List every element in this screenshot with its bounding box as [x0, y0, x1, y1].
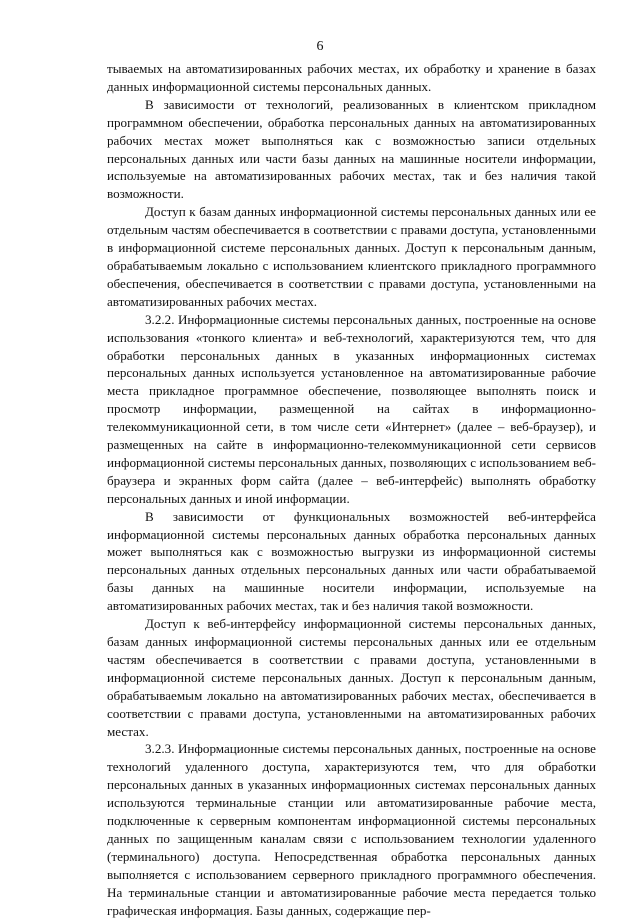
paragraph-section-3-2-3: 3.2.3. Информационные системы персональных данных, построенные на основе технологий удаленного доступа, характеризуются тем, что для обработки персональных данных в указанных информационных системах персональных данных используются терминальные станции или автоматизированные рабочие места, подключенные к серверным компонентам информационной системы персональных данных по защищенным каналам связи с использованием технологии удаленного (терминального) доступа. Непосредственная обработка персональных данных выполняется с использованием серверного прикладного программного обеспечения. На терминальные станции и автоматизированные рабочие места передается только графическая информация. Базы данных, содержащие пер- — [107, 741, 596, 918]
paragraph: Доступ к базам данных информационной системы персональных данных или ее отдельным частям обеспечивается в соответствии с правами доступа, установленными в информационной системе персональных данных. Доступ к персональным данным, обрабатываемым локально с использованием клиентского прикладного программного обеспечения, обеспечивается в соответствии с правами доступа, установленными на автоматизированных рабочих местах. — [107, 204, 596, 309]
paragraph-continuation: тываемых на автоматизированных рабочих местах, их обработку и хранение в базах данных информационной системы персональных данных. — [107, 61, 596, 94]
paragraph: В зависимости от технологий, реализованных в клиентском прикладном программном обеспечении, обработка персональных данных на автоматизированных рабочих местах может выполняться как с возможностью записи отдельных персональных данных или части базы данных на машинные носители информации, используемые на автоматизированных рабочих местах, так и без наличия такой возможности. — [107, 96, 596, 202]
paragraph-section-3-2-2: 3.2.2. Информационные системы персональных данных, построенные на основе использования «тонкого клиента» и веб-технологий, характеризуются тем, что для обработки персональных данных в указанных информационных системах персональных данных используется установленное на автоматизированные рабочие места прикладное программное обеспечение, позволяющее выполнять поиск и просмотр информации, размещенной на сайтах в информационно-телекоммуникационной сети, в том числе сети «Интернет» (далее – веб-браузер), и размещенных на сайте в информационно-телекоммуникационной сети сервисов информационной системы персональных данных, позволяющих с использованием веб-браузера и экранных форм сайта (далее – веб-интерфейс) выполнять обработку персональных данных и иной информации. — [107, 311, 596, 506]
page-number: 6 — [316, 39, 324, 54]
paragraph: В зависимости от функциональных возможностей веб-интерфейса информационной системы персональных данных обработка персональных данных может выполняться как с возможностью выгрузки из информационной системы персональных данных отдельных персональных данных или части обрабатываемой базы данных на машинные носители информации, используемые на автоматизированных рабочих местах, так и без наличия такой возможности. — [107, 508, 596, 614]
paragraph: Доступ к веб-интерфейсу информационной системы персональных данных, базам данных информационной системы персональных данных или ее отдельным частям обеспечивается в соответствии с правами доступа, установленными в информационной системе персональных данных. Доступ к персональным данным, обрабатываемым локально на автоматизированных рабочих местах, обеспечивается в соответствии с правами доступа, установленными на автоматизированных рабочих местах. — [107, 616, 596, 739]
document-body — [107, 60, 596, 920]
